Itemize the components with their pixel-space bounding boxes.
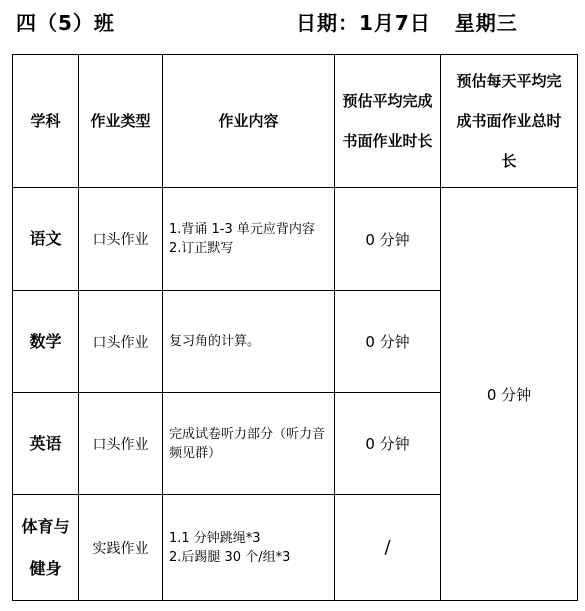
homework-type-cell: 口头作业 [79, 393, 163, 495]
homework-content-cell [163, 393, 335, 495]
content-line: 1.1 分钟跳绳*3 [169, 530, 261, 546]
homework-type-cell: 口头作业 [79, 291, 163, 393]
column-header-subject: 学科 [13, 55, 79, 188]
homework-content-cell [163, 291, 335, 393]
avg-time-cell: 0 分钟 [335, 188, 441, 291]
content-line: 完成试卷听力部分（听力音频见群） [169, 426, 326, 461]
homework-content-cell [163, 188, 335, 291]
subject-cell: 体育与健身 [13, 495, 79, 601]
content-line: 2.后踢腿 30 个/组*3 [169, 549, 291, 565]
subject-cell: 数学 [13, 291, 79, 393]
table-row [13, 188, 578, 291]
avg-time-cell: 0 分钟 [335, 393, 441, 495]
class-name: 四（5）班 [16, 11, 115, 35]
avg-time-cell: / [335, 495, 441, 601]
content-line: 2.订正默写 [169, 241, 234, 256]
subject-cell: 语文 [13, 188, 79, 291]
content-line: 复习角的计算。 [169, 334, 261, 349]
table-header-row [13, 55, 578, 188]
subject-cell: 英语 [13, 393, 79, 495]
homework-table [12, 54, 578, 601]
column-header-type: 作业类型 [79, 55, 163, 188]
column-header-avg-time: 预估平均完成书面作业时长 [335, 55, 441, 188]
homework-type-cell: 口头作业 [79, 188, 163, 291]
content-line: 1.背诵 1-3 单元应背内容 [169, 222, 315, 237]
homework-type-cell: 实践作业 [79, 495, 163, 601]
avg-time-cell: 0 分钟 [335, 291, 441, 393]
page-header [0, 0, 585, 48]
total-time-cell: 0 分钟 [441, 188, 578, 601]
column-header-content: 作业内容 [163, 55, 335, 188]
date-weekday: 日期：1月7日 星期三 [296, 11, 518, 35]
column-header-total-time: 预估每天平均完成书面作业总时长 [441, 55, 578, 188]
homework-content-cell [163, 495, 335, 601]
